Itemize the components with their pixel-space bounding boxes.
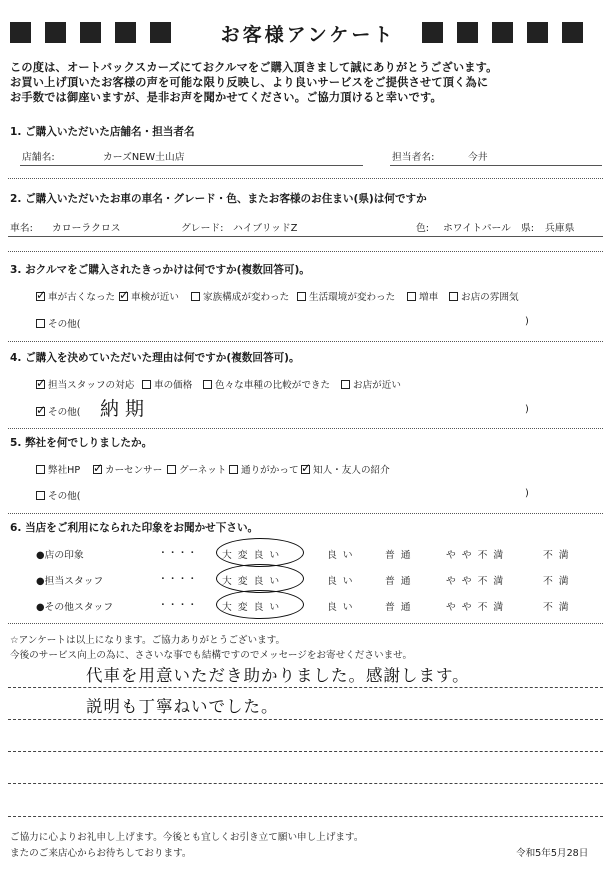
car-label: 車名: — [10, 223, 33, 234]
q5-option-other[interactable] — [36, 488, 81, 502]
section-divider — [8, 428, 603, 429]
title-square-decoration — [150, 22, 171, 43]
checkbox[interactable] — [119, 287, 130, 302]
section-divider — [8, 178, 603, 179]
title-square-decoration — [80, 22, 101, 43]
rating-dissatisfied[interactable]: 不満 — [543, 550, 575, 561]
title-square-decoration — [10, 22, 31, 43]
checkbox[interactable] — [191, 292, 200, 301]
grade-label: グレード: — [181, 223, 224, 234]
q1-heading: 1. ご購入いただいた店舗名・担当者名 — [10, 126, 195, 138]
title-square-decoration — [562, 22, 583, 43]
impression-dots: ・・・・ — [158, 574, 198, 585]
message-ruled-line — [8, 687, 603, 688]
checkbox[interactable] — [229, 465, 238, 474]
intro-text — [10, 60, 498, 105]
color-value[interactable]: ホワイトパール — [443, 223, 511, 234]
other-close-paren: ) — [525, 316, 529, 327]
title-square-decoration — [527, 22, 548, 43]
impression-dots: ・・・・ — [158, 548, 198, 559]
check-mark-icon: ✓ — [36, 287, 47, 302]
checkbox[interactable] — [449, 292, 458, 301]
q3-option-other[interactable] — [36, 316, 81, 330]
title-square-decoration — [422, 22, 443, 43]
q5-option-goonet[interactable] — [167, 462, 227, 476]
message-prompt: 今後のサービス向上の為に、ささいな事でも結構ですのでメッセージをお寄せくださいませ。 — [10, 650, 413, 661]
car-underline — [8, 236, 603, 237]
title-row — [0, 14, 610, 50]
store-value[interactable]: カーズNEW土山店 — [103, 152, 185, 163]
impression-row-label: ●店の印象 — [36, 550, 84, 561]
q3-heading: 3. おクルマをご購入されたきっかけは何ですか(複数回答可)。 — [10, 264, 310, 276]
q3-option-family[interactable] — [191, 289, 289, 303]
staff-label: 担当者名: — [392, 152, 435, 163]
rating-average[interactable]: 普通 — [385, 576, 417, 587]
other-close-paren: ) — [525, 404, 529, 415]
selected-rating-circle — [216, 590, 304, 619]
checkbox[interactable] — [36, 491, 45, 500]
intro-line: お手数では御座いますが、是非お声を聞かせてください。ご協力頂けると幸いです。 — [10, 91, 442, 104]
q5-heading: 5. 弊社を何でしりましたか。 — [10, 437, 153, 449]
option-label: カーセンサー — [105, 465, 163, 476]
title-square-decoration — [457, 22, 478, 43]
staff-value[interactable]: 今井 — [468, 152, 488, 163]
rating-somewhat-dissatisfied[interactable]: やや不満 — [446, 602, 510, 613]
checkbox[interactable] — [36, 375, 47, 390]
option-label: 家族構成が変わった — [203, 292, 290, 303]
q4-option-price[interactable] — [142, 377, 192, 391]
option-label: 通りがかって — [241, 465, 299, 476]
q5-option-passing[interactable] — [229, 462, 299, 476]
option-label: 車の価格 — [154, 380, 193, 391]
option-label: 車が古くなった — [48, 292, 116, 303]
checkbox[interactable] — [407, 292, 416, 301]
checkbox[interactable] — [36, 287, 47, 302]
staff-underline — [390, 165, 602, 166]
q3-option-inspection[interactable] — [119, 289, 179, 303]
check-mark-icon: ✓ — [36, 375, 47, 390]
color-label: 色: — [416, 223, 430, 234]
option-label: その他( — [48, 407, 81, 418]
q3-option-atmosphere[interactable] — [449, 289, 519, 303]
page-title: お客様アンケート — [220, 24, 396, 46]
impression-row-label: ●その他スタッフ — [36, 602, 114, 613]
option-label: お店が近い — [353, 380, 401, 391]
pref-value[interactable]: 兵庫県 — [545, 223, 575, 234]
rating-somewhat-dissatisfied[interactable]: やや不満 — [446, 576, 510, 587]
check-mark-icon: ✓ — [301, 460, 312, 475]
intro-line: お買い上げ頂いたお客様の声を可能な限り反映し、より良いサービスをご提供させて頂く為に — [10, 76, 489, 89]
option-label: 車検が近い — [131, 292, 179, 303]
check-mark-icon: ✓ — [93, 460, 104, 475]
section-divider — [8, 513, 603, 514]
rating-dissatisfied[interactable]: 不満 — [543, 576, 575, 587]
rating-very-good[interactable]: 大変良い — [222, 576, 286, 587]
option-label: お店の雰囲気 — [461, 292, 519, 303]
option-label: 担当スタッフの対応 — [48, 380, 135, 391]
checkbox[interactable] — [297, 292, 306, 301]
q2-heading: 2. ご購入いただいたお車の車名・グレード・色、またお客様のお住まい(県)は何ですか — [10, 193, 427, 205]
q5-option-referral[interactable] — [301, 462, 390, 476]
title-square-decoration — [115, 22, 136, 43]
footer-date: 令和5年5月28日 — [516, 848, 589, 859]
store-label: 店舗名: — [22, 152, 55, 163]
message-ruled-line — [8, 719, 603, 720]
store-underline — [20, 165, 363, 166]
message-handwritten-line[interactable]: 代車を用意いただき助かりました。感謝します。 — [86, 666, 470, 685]
option-label: 色々な車種の比較ができた — [215, 380, 331, 391]
q3-option-lifestyle[interactable] — [297, 289, 395, 303]
title-square-decoration — [492, 22, 513, 43]
section-divider — [8, 623, 603, 624]
checkbox[interactable] — [301, 460, 312, 475]
option-label: グーネット — [179, 465, 227, 476]
footer-closing: またのご来店心からお待ちしております。 — [10, 848, 192, 859]
selected-rating-circle — [216, 538, 304, 567]
q3-option-old-car[interactable] — [36, 289, 115, 303]
rating-very-good[interactable]: 大変良い — [222, 550, 286, 561]
impression-dots: ・・・・ — [158, 600, 198, 611]
checkbox[interactable] — [36, 402, 47, 417]
q4-option-compare[interactable] — [203, 377, 330, 391]
checkbox[interactable] — [36, 319, 45, 328]
checkbox[interactable] — [36, 465, 45, 474]
message-note: ☆アンケートは以上になります。ご協力ありがとうございます。 — [10, 635, 286, 646]
checkbox[interactable] — [142, 380, 151, 389]
check-mark-icon: ✓ — [36, 402, 47, 417]
message-ruled-line — [8, 783, 603, 784]
pref-label: 県: — [521, 223, 535, 234]
checkbox[interactable] — [167, 465, 176, 474]
rating-good[interactable]: 良い — [327, 576, 359, 587]
checkbox[interactable] — [203, 380, 212, 389]
other-close-paren: ) — [525, 488, 529, 499]
impression-row-label: ●担当スタッフ — [36, 576, 104, 587]
intro-line: この度は、オートバックスカーズにておクルマをご購入頂きまして誠にありがとうございます。 — [10, 61, 498, 74]
q4-other-handwritten[interactable]: 納期 — [100, 398, 151, 420]
q5-option-carsensor[interactable] — [93, 462, 162, 476]
grade-value[interactable]: ハイブリッドZ — [233, 223, 298, 234]
rating-average[interactable]: 普通 — [385, 550, 417, 561]
option-label: その他( — [48, 319, 81, 330]
message-ruled-line — [8, 751, 603, 752]
rating-somewhat-dissatisfied[interactable]: やや不満 — [446, 550, 510, 561]
section-divider — [8, 251, 603, 252]
q4-option-nearby[interactable] — [341, 377, 401, 391]
footer-thanks: ご協力に心よりお礼申し上げます。今後とも宜しくお引き立て願い申し上げます。 — [10, 832, 364, 843]
check-mark-icon: ✓ — [119, 287, 130, 302]
checkbox[interactable] — [93, 460, 104, 475]
q6-heading: 6. 当店をご利用になられた印象をお聞かせ下さい。 — [10, 522, 259, 534]
rating-good[interactable]: 良い — [327, 602, 359, 613]
option-label: 弊社HP — [48, 465, 81, 476]
option-label: その他( — [48, 491, 81, 502]
rating-dissatisfied[interactable]: 不満 — [543, 602, 575, 613]
rating-average[interactable]: 普通 — [385, 602, 417, 613]
message-ruled-line — [8, 816, 603, 817]
q4-option-other[interactable] — [36, 404, 81, 418]
message-handwritten-line[interactable]: 説明も丁寧ねいでした。 — [86, 697, 279, 716]
q4-option-staff[interactable] — [36, 377, 134, 391]
selected-rating-circle — [216, 564, 304, 593]
checkbox[interactable] — [341, 380, 350, 389]
option-label: 増車 — [419, 292, 439, 303]
car-value[interactable]: カローラクロス — [52, 223, 121, 234]
title-square-decoration — [45, 22, 66, 43]
option-label: 知人・友人の紹介 — [313, 465, 390, 476]
section-divider — [8, 341, 603, 342]
q4-heading: 4. ご購入を決めていただいた理由は何ですか(複数回答可)。 — [10, 352, 300, 364]
rating-good[interactable]: 良い — [327, 550, 359, 561]
q5-option-hp[interactable] — [36, 462, 80, 476]
q3-option-additional-car[interactable] — [407, 289, 438, 303]
rating-very-good[interactable]: 大変良い — [222, 602, 286, 613]
option-label: 生活環境が変わった — [309, 292, 396, 303]
